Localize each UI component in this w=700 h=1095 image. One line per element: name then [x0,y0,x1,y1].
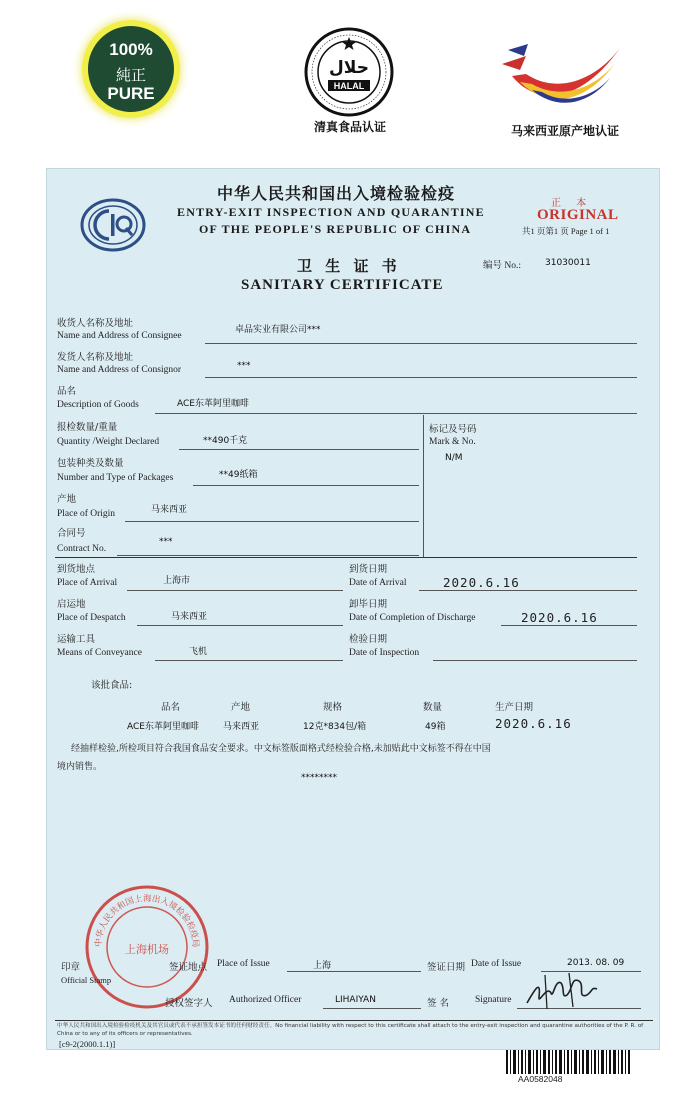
arrival-date-label-en: Date of Arrival [349,578,407,588]
statement-line-2: 境内销售。 [57,762,103,772]
inspection-date-label-zh: 检验日期 [349,634,388,645]
top-banner [0,0,700,140]
goods-label-zh: 品名 [57,386,77,397]
certificate-number-label: 编号 No.: [483,261,522,271]
place-issue-value: 上海 [313,961,332,971]
certificate-title-zh: 卫 生 证 书 [297,257,401,275]
quantity-value: **490千克 [203,436,248,446]
table-header-date: 生产日期 [495,702,534,713]
pure-badge-chinese: 純正 [115,67,146,84]
table-cell-quantity: 49箱 [425,722,446,732]
consignee-label-zh: 收货人名称及地址 [57,318,134,329]
inspection-date-label-en: Date of Inspection [349,648,420,658]
marks-label-zh: 标记及号码 [429,424,477,435]
halal-seal-icon [304,27,394,117]
consignor-label-zh: 发货人名称及地址 [57,352,134,363]
agency-title-zh: 中华人民共和国出入境检验检疫 [217,184,456,203]
stamp-center-text: 上海机场 [125,943,169,956]
agency-title-en-2: OF THE PEOPLE'S REPUBLIC OF CHINA [199,222,472,236]
table-cell-goods: ACE东革阿里咖啡 [127,722,199,732]
signature-label-zh: 签 名 [427,998,450,1009]
despatch-label-en: Place of Despatch [57,613,126,623]
goods-value: ACE东革阿里咖啡 [177,399,249,409]
halal-arabic: حلال [329,58,369,78]
seal-label-en: Official Stamp [61,975,112,985]
malaysia-origin-icon [498,38,624,118]
seal-label-zh: 印章 [61,962,81,973]
handwritten-signature-icon [521,969,601,1013]
packages-value: **49纸箱 [219,470,258,480]
consignor-label-en: Name and Address of Consignor [57,365,182,375]
arrival-place-label-en: Place of Arrival [57,578,118,588]
table-cell-date: 2020.6.16 [495,716,572,731]
origin-caption: 马来西亚原产地认证 [510,124,619,138]
arrival-date-label-zh: 到货日期 [349,564,388,575]
batch-label: 该批食品: [91,680,133,691]
discharge-date-value: 2020.6.16 [521,610,598,625]
conveyance-value: 飞机 [189,647,208,657]
table-cell-origin: 马来西亚 [223,722,260,732]
arrival-date-value: 2020.6.16 [443,575,520,590]
sanitary-certificate [46,168,660,1050]
quantity-label-zh: 报检数量/重量 [57,422,118,433]
conveyance-label-zh: 运输工具 [57,634,96,645]
page-info: 共1 页第1 页 Page 1 of 1 [522,226,610,236]
pure-badge-percent: 100% [109,40,153,59]
halal-band: HALAL [333,81,365,91]
halal-caption: 清真食品认证 [313,120,386,134]
officer-label-zh: 授权签字人 [165,998,213,1009]
marks-value: N/M [445,453,463,463]
officer-value: LIHAIYAN [335,995,376,1005]
table-cell-spec: 12克*834包/箱 [303,722,367,732]
table-header-spec: 规格 [323,702,343,713]
despatch-label-zh: 启运地 [57,599,86,610]
consignee-label-en: Name and Address of Consignee [57,331,182,341]
discharge-label-zh: 卸毕日期 [349,599,388,610]
contract-label-zh: 合同号 [57,528,86,539]
consignor-value: *** [237,361,251,371]
ciq-logo-icon [79,197,147,253]
date-issue-value: 2013. 08. 09 [567,958,625,968]
stamp-text: 中华人民共和国上海出入境检验检疫局 [93,893,201,948]
barcode-icon [506,1050,630,1076]
officer-label-en: Authorized Officer [229,995,302,1005]
origin-value: 马来西亚 [151,505,188,515]
origin-label-zh: 产地 [57,494,77,505]
end-stars: ******** [301,773,337,783]
place-issue-label-zh: 签证地点 [169,962,208,973]
official-stamp-icon [83,883,211,1011]
original-en: ORIGINAL [537,207,619,223]
table-header-quantity: 数量 [423,702,443,713]
signature-label-en: Signature [475,995,512,1005]
packages-label-en: Number and Type of Packages [57,473,174,483]
consignee-value: 卓品实业有限公司*** [235,325,321,335]
packages-label-zh: 包装种类及数量 [57,458,124,469]
pure-badge [82,20,180,118]
date-issue-label-en: Date of Issue [471,959,522,969]
conveyance-label-en: Means of Conveyance [57,648,142,658]
despatch-value: 马来西亚 [171,612,208,622]
table-header-goods: 品名 [161,702,181,713]
place-issue-label-en: Place of Issue [217,959,270,969]
origin-label-en: Place of Origin [57,509,116,519]
date-issue-label-zh: 签证日期 [427,962,466,973]
statement-line-1: 经抽样检验,所检项目符合我国食品安全要求。中文标签版面格式经检验合格,未加贴此中文标签不得在中国 [71,744,491,754]
pure-badge-word: PURE [107,84,155,103]
footer-liability-note: 中华人民共和国出入境检验检疫机关及其官员或代表不承担签发本证书的任何财经责任。No financial liability with respect to this certificate shall attach to the entry-exit inspection and quarantine authorities of the P. R. of China or to any of its officers or representatives. [57,1023,644,1037]
contract-value: *** [159,537,173,547]
arrival-place-label-zh: 到货地点 [57,564,96,575]
original-zh: 正 本 [551,198,593,209]
arrival-place-value: 上海市 [163,576,191,586]
table-header-origin: 产地 [231,702,251,713]
quantity-label-en: Quantity /Weight Declared [57,437,160,447]
serial-number: AA0582048 [518,1074,563,1084]
contract-label-en: Contract No. [57,544,107,554]
certificate-title-en: SANITARY CERTIFICATE [241,277,444,293]
form-code: [c9-2(2000.1.1)] [59,1039,116,1049]
goods-label-en: Description of Goods [57,400,139,410]
discharge-label-en: Date of Completion of Discharge [349,613,476,623]
agency-title-en-1: ENTRY-EXIT INSPECTION AND QUARANTINE [177,205,485,219]
certificate-number: 31030011 [545,258,591,268]
marks-label-en: Mark & No. [429,437,476,447]
